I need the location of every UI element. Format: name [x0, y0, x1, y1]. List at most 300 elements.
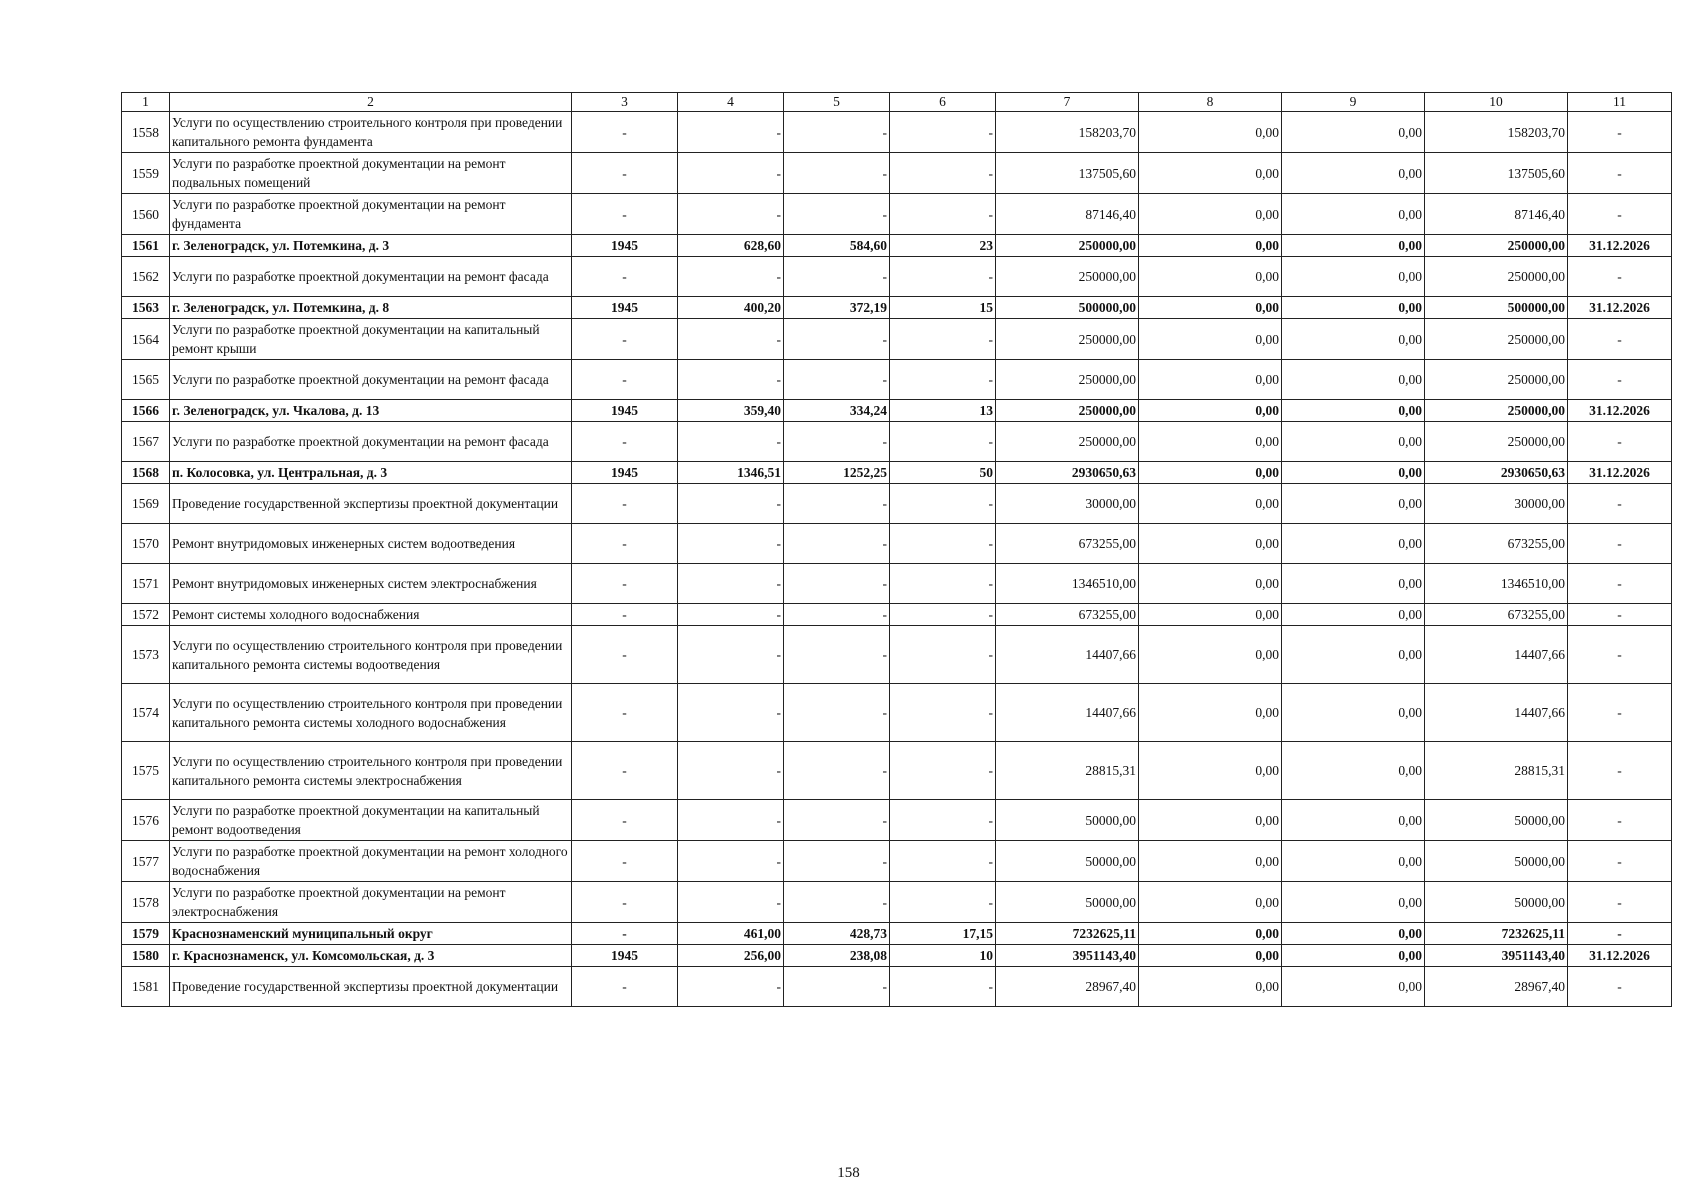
area-total-cell: -	[678, 422, 784, 462]
cost-other-cell: 0,00	[1282, 882, 1425, 923]
area-living-cell: -	[784, 626, 890, 684]
area-total-cell: -	[678, 604, 784, 626]
deadline-cell: 31.12.2026	[1568, 945, 1672, 967]
table-row	[122, 626, 1672, 684]
row-number-cell: 1559	[122, 153, 170, 194]
cost-total-cell: 50000,00	[996, 841, 1139, 882]
area-total-cell: -	[678, 800, 784, 841]
cost-total-cell: 28815,31	[996, 742, 1139, 800]
deadline-cell: -	[1568, 524, 1672, 564]
column-header: 7	[996, 93, 1139, 112]
year-cell: -	[572, 882, 678, 923]
year-cell: -	[572, 484, 678, 524]
cost-total-cell: 7232625,11	[996, 923, 1139, 945]
column-header: 11	[1568, 93, 1672, 112]
table-row	[122, 841, 1672, 882]
cost-owners-cell: 50000,00	[1425, 841, 1568, 882]
cost-total-cell: 250000,00	[996, 319, 1139, 360]
area-living-cell: -	[784, 882, 890, 923]
cost-fund-cell: 0,00	[1139, 684, 1282, 742]
description-cell: Проведение государственной экспертизы проектной документации	[170, 484, 572, 524]
area-living-cell: 372,19	[784, 297, 890, 319]
deadline-cell: 31.12.2026	[1568, 235, 1672, 257]
cost-fund-cell: 0,00	[1139, 564, 1282, 604]
cost-fund-cell: 0,00	[1139, 626, 1282, 684]
row-number-cell: 1576	[122, 800, 170, 841]
cost-total-cell: 3951143,40	[996, 945, 1139, 967]
row-number-cell: 1565	[122, 360, 170, 400]
area-total-cell: 256,00	[678, 945, 784, 967]
cost-other-cell: 0,00	[1282, 400, 1425, 422]
row-number-cell: 1572	[122, 604, 170, 626]
deadline-cell: 31.12.2026	[1568, 297, 1672, 319]
cost-fund-cell: 0,00	[1139, 112, 1282, 153]
area-total-cell: -	[678, 194, 784, 235]
cost-owners-cell: 87146,40	[1425, 194, 1568, 235]
cost-owners-cell: 50000,00	[1425, 882, 1568, 923]
cost-owners-cell: 250000,00	[1425, 257, 1568, 297]
cost-total-cell: 673255,00	[996, 604, 1139, 626]
cost-total-cell: 137505,60	[996, 153, 1139, 194]
cost-owners-cell: 14407,66	[1425, 626, 1568, 684]
deadline-cell: -	[1568, 422, 1672, 462]
table-row	[122, 235, 1672, 257]
description-cell: Услуги по разработке проектной документации на ремонт подвальных помещений	[170, 153, 572, 194]
table-row	[122, 257, 1672, 297]
cost-owners-cell: 28815,31	[1425, 742, 1568, 800]
table-row	[122, 194, 1672, 235]
deadline-cell: -	[1568, 257, 1672, 297]
description-cell: Услуги по осуществлению строительного контроля при проведении капитального ремонта системы электроснабжения	[170, 742, 572, 800]
table-row	[122, 524, 1672, 564]
table-row	[122, 967, 1672, 1007]
table-row	[122, 462, 1672, 484]
residents-cell: -	[890, 112, 996, 153]
area-total-cell: -	[678, 841, 784, 882]
year-cell: -	[572, 800, 678, 841]
area-living-cell: -	[784, 967, 890, 1007]
row-number-cell: 1574	[122, 684, 170, 742]
table-row	[122, 564, 1672, 604]
area-living-cell: -	[784, 319, 890, 360]
residents-cell: -	[890, 742, 996, 800]
residents-cell: 15	[890, 297, 996, 319]
cost-owners-cell: 137505,60	[1425, 153, 1568, 194]
description-cell: Краснознаменский муниципальный округ	[170, 923, 572, 945]
residents-cell: 23	[890, 235, 996, 257]
column-header: 8	[1139, 93, 1282, 112]
cost-fund-cell: 0,00	[1139, 319, 1282, 360]
cost-total-cell: 673255,00	[996, 524, 1139, 564]
column-header: 2	[170, 93, 572, 112]
cost-total-cell: 14407,66	[996, 684, 1139, 742]
residents-cell: 50	[890, 462, 996, 484]
description-cell: г. Зеленоградск, ул. Чкалова, д. 13	[170, 400, 572, 422]
residents-cell: -	[890, 524, 996, 564]
cost-other-cell: 0,00	[1282, 841, 1425, 882]
deadline-cell: -	[1568, 360, 1672, 400]
deadline-cell: -	[1568, 800, 1672, 841]
residents-cell: -	[890, 882, 996, 923]
residents-cell: -	[890, 360, 996, 400]
year-cell: -	[572, 841, 678, 882]
area-total-cell: -	[678, 882, 784, 923]
residents-cell: -	[890, 564, 996, 604]
table-row	[122, 882, 1672, 923]
description-cell: Услуги по разработке проектной документации на ремонт электроснабжения	[170, 882, 572, 923]
area-living-cell: -	[784, 684, 890, 742]
area-total-cell: 1346,51	[678, 462, 784, 484]
cost-fund-cell: 0,00	[1139, 194, 1282, 235]
table-row	[122, 319, 1672, 360]
residents-cell: -	[890, 153, 996, 194]
cost-fund-cell: 0,00	[1139, 800, 1282, 841]
cost-fund-cell: 0,00	[1139, 153, 1282, 194]
area-total-cell: -	[678, 319, 784, 360]
deadline-cell: -	[1568, 194, 1672, 235]
cost-fund-cell: 0,00	[1139, 945, 1282, 967]
row-number-cell: 1564	[122, 319, 170, 360]
cost-owners-cell: 250000,00	[1425, 319, 1568, 360]
area-total-cell: -	[678, 257, 784, 297]
cost-other-cell: 0,00	[1282, 422, 1425, 462]
row-number-cell: 1561	[122, 235, 170, 257]
residents-cell: 17,15	[890, 923, 996, 945]
table-body	[122, 112, 1672, 1007]
residents-cell: -	[890, 841, 996, 882]
year-cell: -	[572, 422, 678, 462]
description-cell: п. Колосовка, ул. Центральная, д. 3	[170, 462, 572, 484]
area-total-cell: -	[678, 684, 784, 742]
cost-fund-cell: 0,00	[1139, 524, 1282, 564]
cost-owners-cell: 50000,00	[1425, 800, 1568, 841]
table-row	[122, 923, 1672, 945]
cost-owners-cell: 250000,00	[1425, 360, 1568, 400]
description-cell: Услуги по осуществлению строительного контроля при проведении капитального ремонта системы холодного водоснабжения	[170, 684, 572, 742]
year-cell: -	[572, 194, 678, 235]
deadline-cell: -	[1568, 153, 1672, 194]
area-living-cell: -	[784, 112, 890, 153]
column-header: 10	[1425, 93, 1568, 112]
year-cell: -	[572, 360, 678, 400]
cost-fund-cell: 0,00	[1139, 841, 1282, 882]
area-total-cell: -	[678, 484, 784, 524]
cost-other-cell: 0,00	[1282, 235, 1425, 257]
row-number-cell: 1579	[122, 923, 170, 945]
cost-other-cell: 0,00	[1282, 967, 1425, 1007]
residents-cell: -	[890, 319, 996, 360]
cost-owners-cell: 2930650,63	[1425, 462, 1568, 484]
deadline-cell: -	[1568, 484, 1672, 524]
cost-fund-cell: 0,00	[1139, 604, 1282, 626]
area-living-cell: -	[784, 257, 890, 297]
area-total-cell: -	[678, 564, 784, 604]
area-total-cell: -	[678, 153, 784, 194]
area-total-cell: 461,00	[678, 923, 784, 945]
deadline-cell: -	[1568, 841, 1672, 882]
cost-owners-cell: 158203,70	[1425, 112, 1568, 153]
deadline-cell: -	[1568, 882, 1672, 923]
repair-program-table	[121, 92, 1672, 1007]
area-living-cell: -	[784, 422, 890, 462]
residents-cell: 10	[890, 945, 996, 967]
cost-total-cell: 14407,66	[996, 626, 1139, 684]
description-cell: г. Зеленоградск, ул. Потемкина, д. 3	[170, 235, 572, 257]
table-row	[122, 800, 1672, 841]
table-row	[122, 742, 1672, 800]
cost-other-cell: 0,00	[1282, 945, 1425, 967]
column-header: 3	[572, 93, 678, 112]
cost-total-cell: 1346510,00	[996, 564, 1139, 604]
cost-owners-cell: 673255,00	[1425, 524, 1568, 564]
cost-total-cell: 50000,00	[996, 882, 1139, 923]
area-total-cell: 359,40	[678, 400, 784, 422]
cost-owners-cell: 250000,00	[1425, 235, 1568, 257]
cost-total-cell: 250000,00	[996, 400, 1139, 422]
year-cell: -	[572, 967, 678, 1007]
year-cell: -	[572, 112, 678, 153]
year-cell: 1945	[572, 297, 678, 319]
year-cell: 1945	[572, 400, 678, 422]
area-living-cell: 238,08	[784, 945, 890, 967]
cost-owners-cell: 250000,00	[1425, 422, 1568, 462]
year-cell: -	[572, 564, 678, 604]
cost-owners-cell: 3951143,40	[1425, 945, 1568, 967]
description-cell: Услуги по разработке проектной документации на капитальный ремонт крыши	[170, 319, 572, 360]
area-living-cell: -	[784, 564, 890, 604]
cost-other-cell: 0,00	[1282, 297, 1425, 319]
cost-owners-cell: 28967,40	[1425, 967, 1568, 1007]
cost-total-cell: 2930650,63	[996, 462, 1139, 484]
page-number: 158	[837, 1165, 860, 1181]
cost-other-cell: 0,00	[1282, 360, 1425, 400]
cost-fund-cell: 0,00	[1139, 422, 1282, 462]
area-living-cell: -	[784, 800, 890, 841]
deadline-cell: -	[1568, 967, 1672, 1007]
cost-other-cell: 0,00	[1282, 684, 1425, 742]
row-number-cell: 1578	[122, 882, 170, 923]
row-number-cell: 1570	[122, 524, 170, 564]
cost-other-cell: 0,00	[1282, 257, 1425, 297]
table-row	[122, 153, 1672, 194]
description-cell: г. Краснознаменск, ул. Комсомольская, д. 3	[170, 945, 572, 967]
year-cell: -	[572, 684, 678, 742]
row-number-cell: 1569	[122, 484, 170, 524]
description-cell: Ремонт внутридомовых инженерных систем электроснабжения	[170, 564, 572, 604]
cost-other-cell: 0,00	[1282, 194, 1425, 235]
column-header: 6	[890, 93, 996, 112]
residents-cell: -	[890, 967, 996, 1007]
residents-cell: -	[890, 604, 996, 626]
cost-owners-cell: 250000,00	[1425, 400, 1568, 422]
area-living-cell: -	[784, 524, 890, 564]
description-cell: Услуги по разработке проектной документации на ремонт фасада	[170, 360, 572, 400]
residents-cell: -	[890, 800, 996, 841]
deadline-cell: -	[1568, 684, 1672, 742]
document-sheet	[121, 92, 1669, 1007]
description-cell: Услуги по осуществлению строительного контроля при проведении капитального ремонта системы водоотведения	[170, 626, 572, 684]
year-cell: -	[572, 524, 678, 564]
deadline-cell: -	[1568, 319, 1672, 360]
residents-cell: -	[890, 422, 996, 462]
cost-total-cell: 250000,00	[996, 257, 1139, 297]
cost-other-cell: 0,00	[1282, 742, 1425, 800]
year-cell: -	[572, 257, 678, 297]
description-cell: Услуги по разработке проектной документации на ремонт холодного водоснабжения	[170, 841, 572, 882]
area-living-cell: 428,73	[784, 923, 890, 945]
table-row	[122, 360, 1672, 400]
cost-fund-cell: 0,00	[1139, 462, 1282, 484]
cost-fund-cell: 0,00	[1139, 257, 1282, 297]
table-row	[122, 945, 1672, 967]
row-number-cell: 1571	[122, 564, 170, 604]
cost-fund-cell: 0,00	[1139, 742, 1282, 800]
cost-other-cell: 0,00	[1282, 462, 1425, 484]
cost-other-cell: 0,00	[1282, 923, 1425, 945]
area-living-cell: 334,24	[784, 400, 890, 422]
cost-other-cell: 0,00	[1282, 524, 1425, 564]
cost-owners-cell: 1346510,00	[1425, 564, 1568, 604]
cost-other-cell: 0,00	[1282, 319, 1425, 360]
row-number-cell: 1560	[122, 194, 170, 235]
cost-owners-cell: 14407,66	[1425, 684, 1568, 742]
cost-fund-cell: 0,00	[1139, 400, 1282, 422]
area-living-cell: -	[784, 841, 890, 882]
column-header: 4	[678, 93, 784, 112]
description-cell: Ремонт внутридомовых инженерных систем водоотведения	[170, 524, 572, 564]
row-number-cell: 1562	[122, 257, 170, 297]
table-row	[122, 112, 1672, 153]
year-cell: -	[572, 626, 678, 684]
cost-fund-cell: 0,00	[1139, 235, 1282, 257]
row-number-cell: 1558	[122, 112, 170, 153]
area-living-cell: -	[784, 153, 890, 194]
area-living-cell: 584,60	[784, 235, 890, 257]
residents-cell: 13	[890, 400, 996, 422]
area-total-cell: -	[678, 524, 784, 564]
cost-fund-cell: 0,00	[1139, 882, 1282, 923]
cost-other-cell: 0,00	[1282, 564, 1425, 604]
row-number-cell: 1566	[122, 400, 170, 422]
cost-other-cell: 0,00	[1282, 800, 1425, 841]
table-row	[122, 684, 1672, 742]
cost-total-cell: 250000,00	[996, 422, 1139, 462]
row-number-cell: 1573	[122, 626, 170, 684]
cost-other-cell: 0,00	[1282, 153, 1425, 194]
cost-total-cell: 50000,00	[996, 800, 1139, 841]
cost-fund-cell: 0,00	[1139, 297, 1282, 319]
column-header: 1	[122, 93, 170, 112]
deadline-cell: -	[1568, 564, 1672, 604]
area-total-cell: 628,60	[678, 235, 784, 257]
table-row	[122, 297, 1672, 319]
deadline-cell: -	[1568, 923, 1672, 945]
area-total-cell: -	[678, 626, 784, 684]
cost-other-cell: 0,00	[1282, 626, 1425, 684]
cost-total-cell: 28967,40	[996, 967, 1139, 1007]
cost-total-cell: 158203,70	[996, 112, 1139, 153]
cost-owners-cell: 673255,00	[1425, 604, 1568, 626]
area-living-cell: -	[784, 194, 890, 235]
deadline-cell: 31.12.2026	[1568, 400, 1672, 422]
cost-owners-cell: 7232625,11	[1425, 923, 1568, 945]
description-cell: Услуги по осуществлению строительного контроля при проведении капитального ремонта фундамента	[170, 112, 572, 153]
area-living-cell: -	[784, 604, 890, 626]
row-number-cell: 1563	[122, 297, 170, 319]
area-living-cell: -	[784, 484, 890, 524]
year-cell: 1945	[572, 235, 678, 257]
year-cell: -	[572, 604, 678, 626]
area-living-cell: 1252,25	[784, 462, 890, 484]
cost-fund-cell: 0,00	[1139, 923, 1282, 945]
year-cell: -	[572, 319, 678, 360]
cost-total-cell: 250000,00	[996, 235, 1139, 257]
year-cell: 1945	[572, 462, 678, 484]
cost-other-cell: 0,00	[1282, 604, 1425, 626]
cost-owners-cell: 30000,00	[1425, 484, 1568, 524]
cost-fund-cell: 0,00	[1139, 484, 1282, 524]
area-total-cell: 400,20	[678, 297, 784, 319]
cost-other-cell: 0,00	[1282, 484, 1425, 524]
row-number-cell: 1575	[122, 742, 170, 800]
cost-total-cell: 30000,00	[996, 484, 1139, 524]
deadline-cell: -	[1568, 604, 1672, 626]
residents-cell: -	[890, 257, 996, 297]
description-cell: Услуги по разработке проектной документации на ремонт фасада	[170, 257, 572, 297]
cost-total-cell: 500000,00	[996, 297, 1139, 319]
year-cell: -	[572, 742, 678, 800]
area-total-cell: -	[678, 360, 784, 400]
description-cell: г. Зеленоградск, ул. Потемкина, д. 8	[170, 297, 572, 319]
table-row	[122, 422, 1672, 462]
cost-other-cell: 0,00	[1282, 112, 1425, 153]
column-number-header-row	[122, 93, 1672, 112]
deadline-cell: -	[1568, 742, 1672, 800]
cost-fund-cell: 0,00	[1139, 967, 1282, 1007]
area-living-cell: -	[784, 360, 890, 400]
table-row	[122, 484, 1672, 524]
row-number-cell: 1581	[122, 967, 170, 1007]
year-cell: 1945	[572, 945, 678, 967]
description-cell: Проведение государственной экспертизы проектной документации	[170, 967, 572, 1007]
row-number-cell: 1568	[122, 462, 170, 484]
deadline-cell: 31.12.2026	[1568, 462, 1672, 484]
deadline-cell: -	[1568, 112, 1672, 153]
column-header: 5	[784, 93, 890, 112]
residents-cell: -	[890, 626, 996, 684]
residents-cell: -	[890, 684, 996, 742]
cost-total-cell: 87146,40	[996, 194, 1139, 235]
cost-total-cell: 250000,00	[996, 360, 1139, 400]
description-cell: Услуги по разработке проектной документации на капитальный ремонт водоотведения	[170, 800, 572, 841]
table-row	[122, 400, 1672, 422]
year-cell: -	[572, 153, 678, 194]
column-header: 9	[1282, 93, 1425, 112]
row-number-cell: 1580	[122, 945, 170, 967]
description-cell: Ремонт системы холодного водоснабжения	[170, 604, 572, 626]
area-total-cell: -	[678, 742, 784, 800]
year-cell: -	[572, 923, 678, 945]
area-living-cell: -	[784, 742, 890, 800]
residents-cell: -	[890, 484, 996, 524]
row-number-cell: 1577	[122, 841, 170, 882]
deadline-cell: -	[1568, 626, 1672, 684]
description-cell: Услуги по разработке проектной документации на ремонт фундамента	[170, 194, 572, 235]
area-total-cell: -	[678, 112, 784, 153]
table-row	[122, 604, 1672, 626]
cost-fund-cell: 0,00	[1139, 360, 1282, 400]
description-cell: Услуги по разработке проектной документации на ремонт фасада	[170, 422, 572, 462]
